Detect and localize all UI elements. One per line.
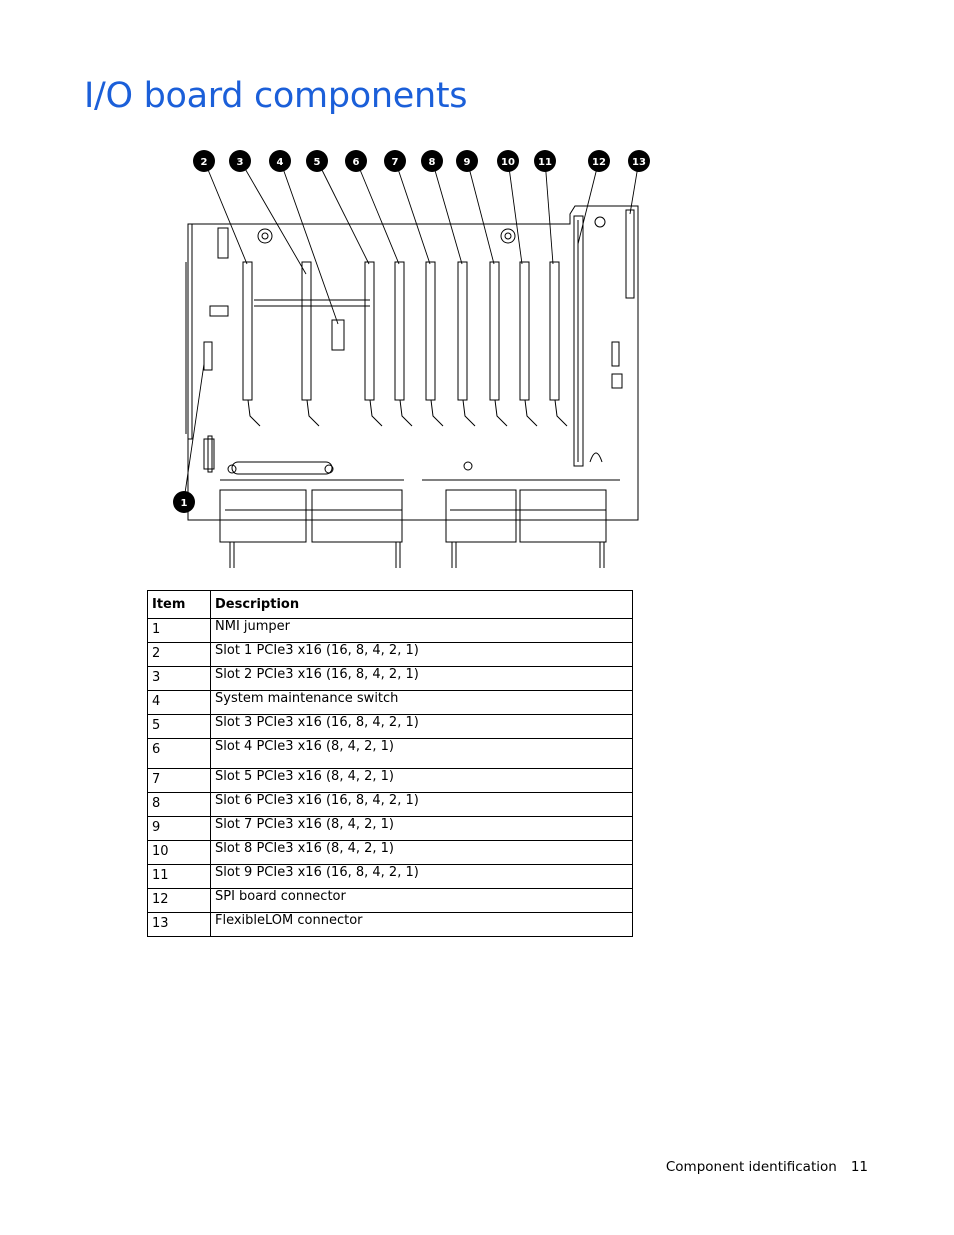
board-outline	[188, 206, 638, 520]
callout-7	[384, 150, 406, 172]
table-row	[148, 769, 633, 793]
item-number: 11	[148, 865, 211, 889]
item-description: NMI jumper	[211, 619, 633, 643]
callout-label: 1	[180, 498, 188, 509]
component-table	[147, 590, 633, 937]
callout-label: 13	[632, 157, 646, 168]
item-description: FlexibleLOM connector	[211, 913, 633, 937]
callout-3	[229, 150, 251, 172]
table-row	[148, 739, 633, 769]
callout-label: 8	[428, 157, 436, 168]
table-row	[148, 619, 633, 643]
board-left-edge	[188, 224, 192, 439]
callout-6	[345, 150, 367, 172]
item-number: 1	[148, 619, 211, 643]
callout-5	[306, 150, 328, 172]
callout-11	[534, 150, 556, 172]
table-row	[148, 913, 633, 937]
item-description: Slot 2 PCIe3 x16 (16, 8, 4, 2, 1)	[211, 667, 633, 691]
callout-label: 7	[391, 157, 399, 168]
item-number: 7	[148, 769, 211, 793]
footer-section-title: Component identification	[665, 1159, 837, 1175]
table-row	[148, 691, 633, 715]
callout-8	[421, 150, 443, 172]
item-description: Slot 7 PCIe3 x16 (8, 4, 2, 1)	[211, 817, 633, 841]
item-number: 13	[148, 913, 211, 937]
item-number: 5	[148, 715, 211, 739]
item-number: 2	[148, 643, 211, 667]
column-header-description: Description	[211, 591, 633, 619]
flexiblelom-graphic	[626, 210, 634, 298]
item-number: 3	[148, 667, 211, 691]
callout-label: 2	[200, 157, 208, 168]
table-row	[148, 865, 633, 889]
table-row	[148, 793, 633, 817]
callout-label: 5	[313, 157, 321, 168]
item-description: SPI board connector	[211, 889, 633, 913]
callout-label: 10	[501, 157, 515, 168]
callout-9	[456, 150, 478, 172]
page-footer	[666, 1159, 868, 1175]
item-number: 10	[148, 841, 211, 865]
item-description: Slot 4 PCIe3 x16 (8, 4, 2, 1)	[211, 739, 633, 769]
item-description: Slot 9 PCIe3 x16 (16, 8, 4, 2, 1)	[211, 865, 633, 889]
item-description: Slot 6 PCIe3 x16 (16, 8, 4, 2, 1)	[211, 793, 633, 817]
item-number: 9	[148, 817, 211, 841]
bracket-tab	[218, 228, 228, 258]
io-board-illustration	[170, 144, 660, 576]
callout-2	[193, 150, 215, 172]
table-header-row	[148, 591, 633, 619]
callout-4	[269, 150, 291, 172]
page-title: I/O board components	[84, 76, 468, 116]
callout-10	[497, 150, 519, 172]
table-row	[148, 667, 633, 691]
table-row	[148, 643, 633, 667]
callout-1	[173, 491, 195, 513]
callout-label: 12	[592, 157, 606, 168]
item-description: Slot 1 PCIe3 x16 (16, 8, 4, 2, 1)	[211, 643, 633, 667]
callout-13	[628, 150, 650, 172]
callout-label: 3	[236, 157, 244, 168]
item-description: Slot 5 PCIe3 x16 (8, 4, 2, 1)	[211, 769, 633, 793]
footer-page-number: 11	[850, 1159, 868, 1175]
item-number: 6	[148, 739, 211, 769]
bottom-connector	[232, 462, 332, 474]
item-number: 12	[148, 889, 211, 913]
callout-12	[588, 150, 610, 172]
item-description: Slot 8 PCIe3 x16 (8, 4, 2, 1)	[211, 841, 633, 865]
table-row	[148, 715, 633, 739]
item-description: Slot 3 PCIe3 x16 (16, 8, 4, 2, 1)	[211, 715, 633, 739]
table-row	[148, 817, 633, 841]
callout-label: 11	[538, 157, 552, 168]
item-number: 4	[148, 691, 211, 715]
maintenance-switch-graphic	[332, 320, 344, 350]
item-number: 8	[148, 793, 211, 817]
callout-label: 4	[276, 157, 284, 168]
table-row	[148, 889, 633, 913]
item-description: System maintenance switch	[211, 691, 633, 715]
callout-label: 9	[463, 157, 471, 168]
nmi-jumper-block	[204, 342, 212, 370]
callout-label: 6	[352, 157, 360, 168]
column-header-item: Item	[148, 591, 211, 619]
table-row	[148, 841, 633, 865]
io-board-diagram	[170, 144, 660, 576]
